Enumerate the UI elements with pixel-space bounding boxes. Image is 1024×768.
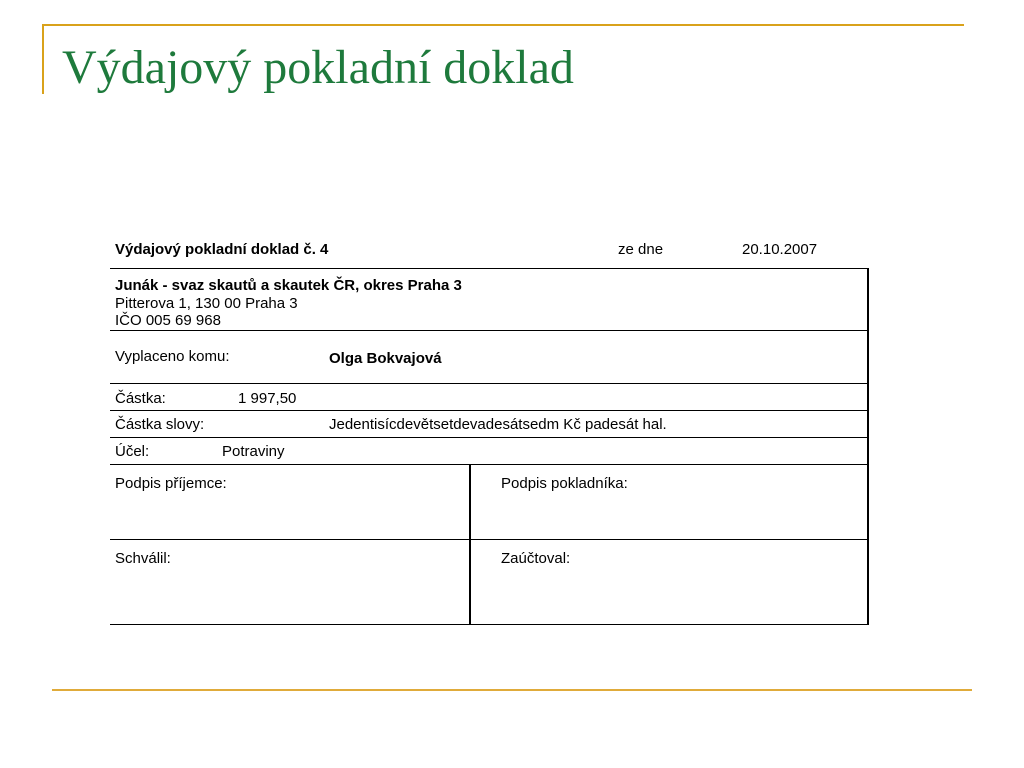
purpose-value: Potraviny <box>222 443 285 460</box>
organization-row <box>110 268 867 331</box>
cashier-signature-label: Podpis pokladníka: <box>501 475 628 492</box>
recipient-signature-label: Podpis příjemce: <box>115 475 227 492</box>
amount-words-label: Částka slovy: <box>115 416 205 433</box>
top-accent-line <box>42 24 964 26</box>
column-divider <box>469 465 471 539</box>
amount-value: 1 997,50 <box>238 390 297 407</box>
organization-name: Junák - svaz skautů a skautek ČR, okres Praha 3 <box>115 277 462 294</box>
slide-title: Výdajový pokladní doklad <box>62 41 574 94</box>
paid-to-value: Olga Bokvajová <box>329 350 442 367</box>
purpose-row <box>110 438 867 465</box>
amount-words-value: Jedentisícdevětsetdevadesátsedm Kč padesát hal. <box>329 416 667 433</box>
organization-ico: IČO 005 69 968 <box>115 312 221 329</box>
amount-words-row <box>110 411 867 438</box>
receipt-number: Výdajový pokladní doklad č. 4 <box>115 241 329 258</box>
amount-row <box>110 384 867 411</box>
date-label: ze dne <box>618 241 664 258</box>
left-accent-line <box>42 24 44 94</box>
amount-label: Částka: <box>115 390 166 407</box>
paid-to-row <box>110 331 867 384</box>
column-divider <box>469 540 471 624</box>
receipt-body <box>110 268 869 625</box>
receipt-header <box>110 236 869 269</box>
purpose-label: Účel: <box>115 443 150 460</box>
cash-receipt-form <box>110 236 869 625</box>
posted-label: Zaúčtoval: <box>501 550 571 567</box>
approval-row <box>110 540 867 624</box>
signature-row <box>110 465 867 540</box>
date-value: 20.10.2007 <box>742 241 818 258</box>
approved-label: Schválil: <box>115 550 171 567</box>
bottom-accent-line <box>52 689 972 691</box>
paid-to-label: Vyplaceno komu: <box>115 348 230 365</box>
organization-address: Pitterova 1, 130 00 Praha 3 <box>115 295 298 312</box>
